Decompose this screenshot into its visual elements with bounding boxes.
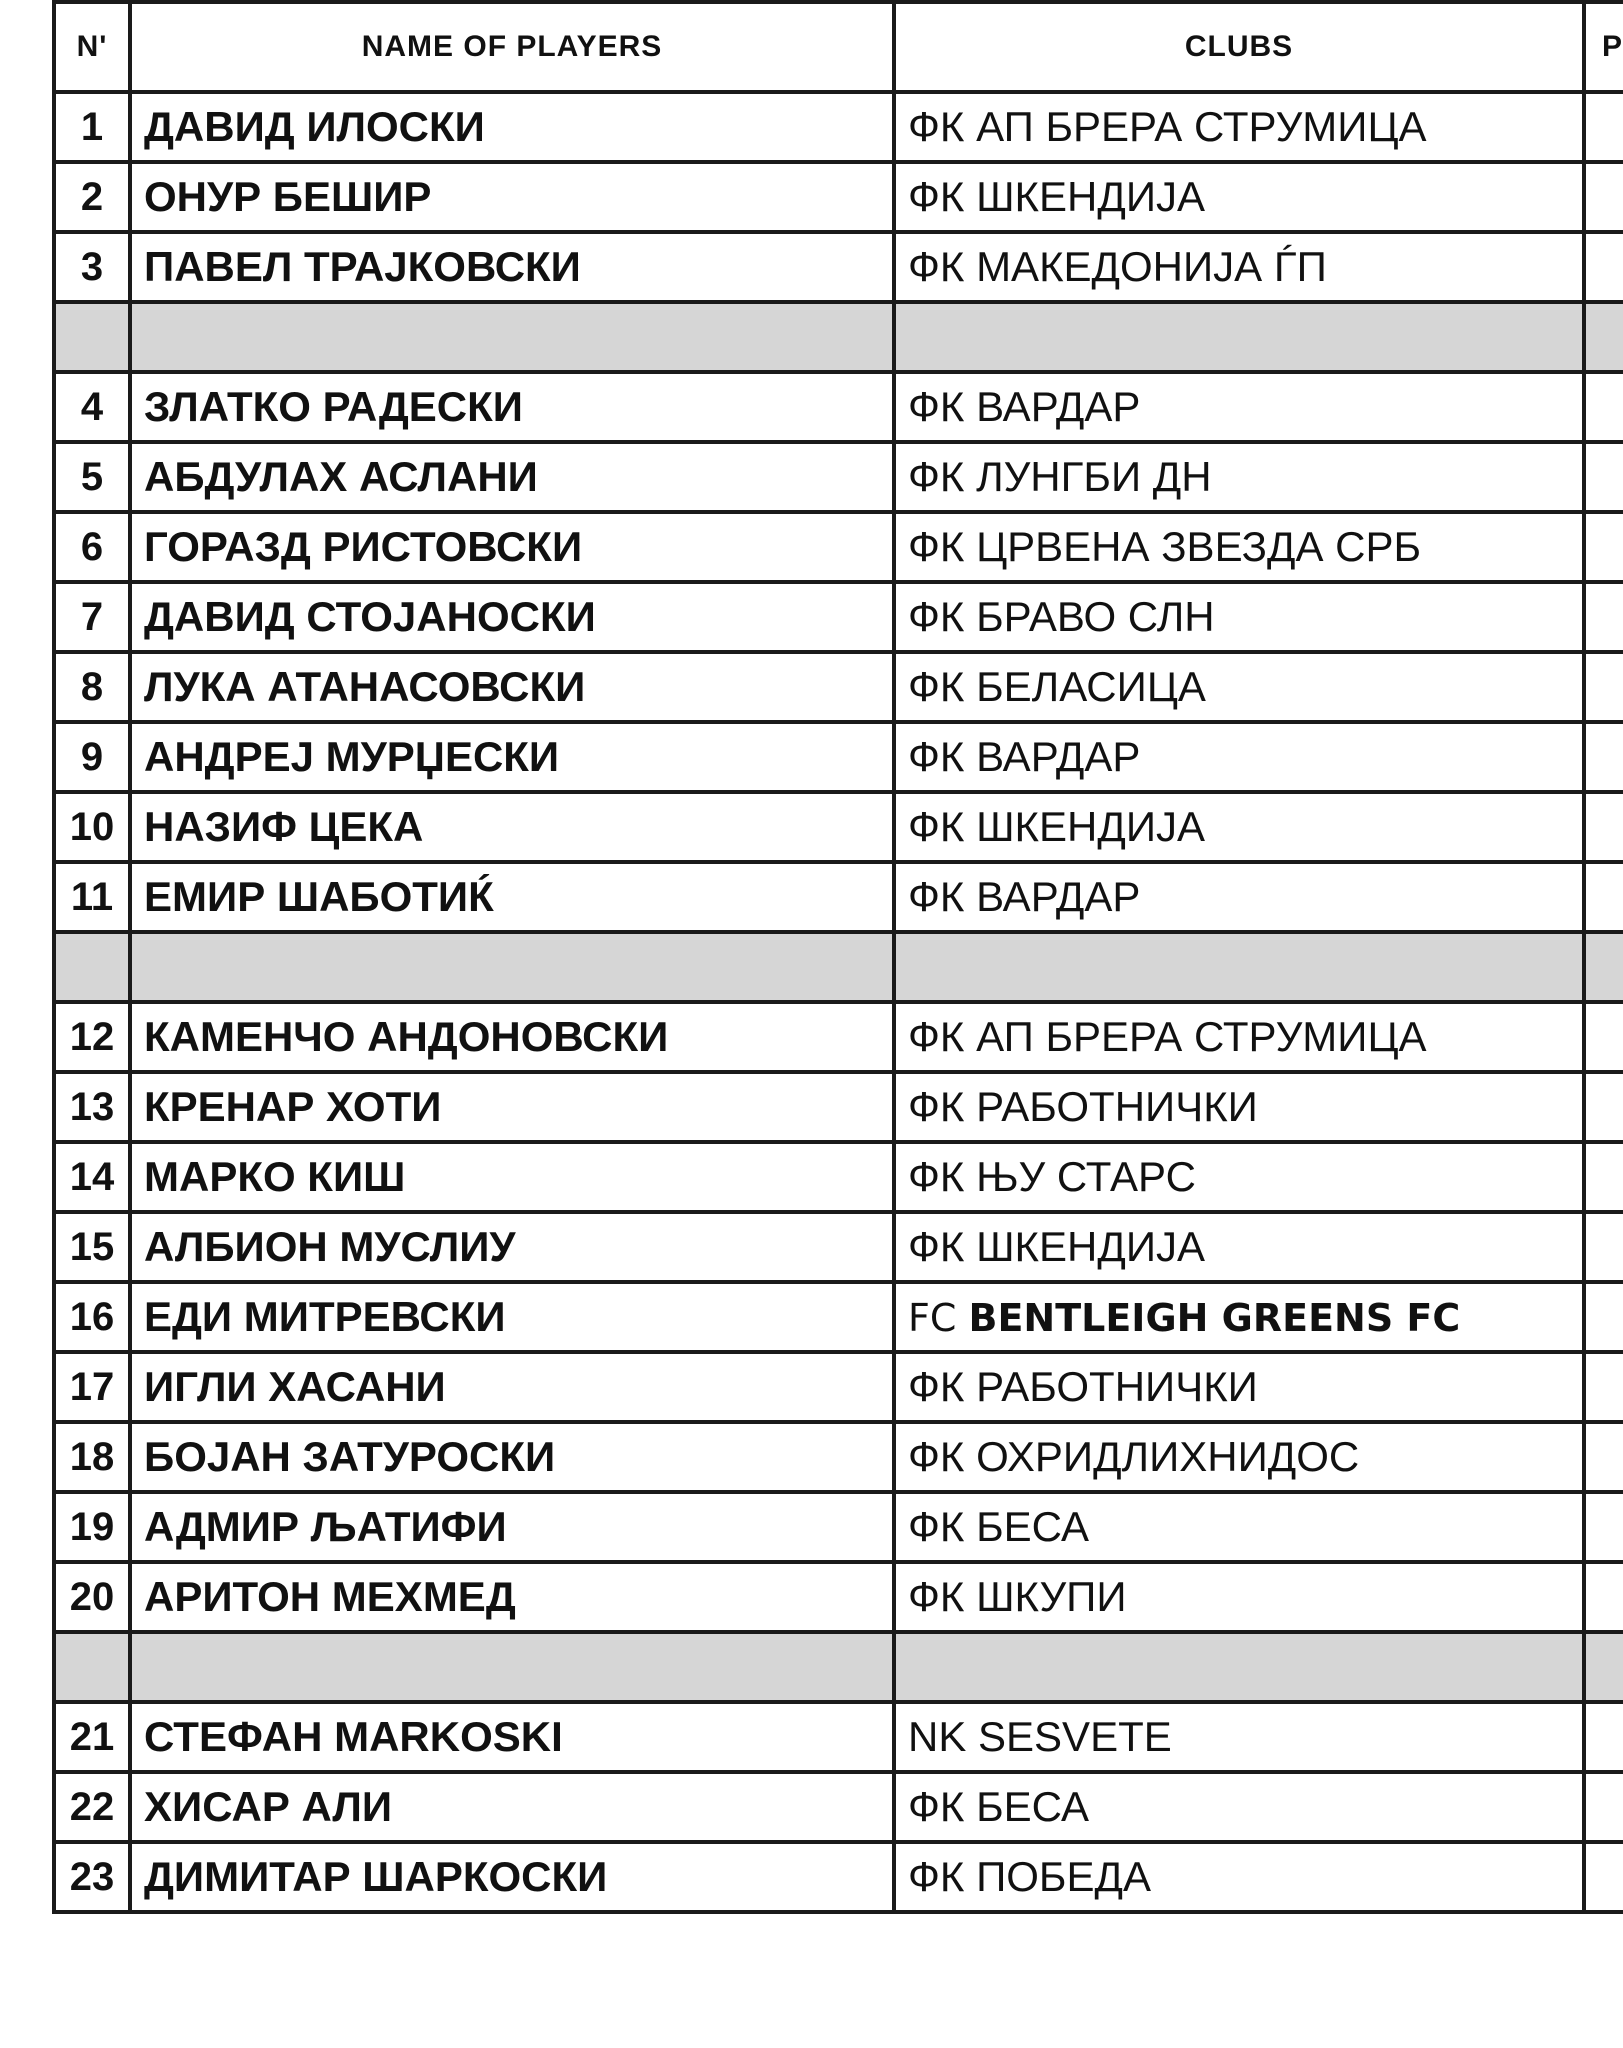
player-position [1584,1702,1623,1772]
table-row [54,1422,1623,1492]
group-separator-row [54,1632,1623,1702]
player-position [1584,1282,1623,1352]
table-row [54,652,1623,722]
player-number: 18 [54,1422,130,1492]
player-name: КРЕНАР ХОТИ [130,1072,894,1142]
club-name-latin [908,1296,1460,1340]
player-club: ФК АП БРЕРА СТРУМИЦА [894,1002,1584,1072]
player-position [1584,652,1623,722]
player-name: ДИМИТАР ШАРКОСКИ [130,1842,894,1912]
player-number: 6 [54,512,130,582]
club-prefix: FC [908,1296,957,1340]
table-row [54,1702,1623,1772]
player-club: ФК ОХРИДЛИХНИДОС [894,1422,1584,1492]
table-row [54,862,1623,932]
table-row [54,722,1623,792]
table-row [54,1212,1623,1282]
separator-cell [894,932,1584,1002]
player-club [894,1282,1584,1352]
player-name: АРИТОН МЕХМЕД [130,1562,894,1632]
table-row [54,1842,1623,1912]
player-position [1584,792,1623,862]
player-club: ФК ЛУНГБИ ДН [894,442,1584,512]
table-row [54,1492,1623,1562]
player-number: 7 [54,582,130,652]
player-club: ФК ВАРДАР [894,862,1584,932]
player-number: 8 [54,652,130,722]
player-name: БОЈАН ЗАТУРОСКИ [130,1422,894,1492]
player-number: 15 [54,1212,130,1282]
separator-cell [1584,932,1623,1002]
player-number: 5 [54,442,130,512]
player-name: ГОРАЗД РИСТОВСКИ [130,512,894,582]
player-position [1584,1842,1623,1912]
player-name: ОНУР БЕШИР [130,162,894,232]
player-club: ФК ШКЕНДИЈА [894,1212,1584,1282]
player-club: ФК ВАРДАР [894,372,1584,442]
player-club: ФК РАБОТНИЧКИ [894,1072,1584,1142]
table-row [54,792,1623,862]
roster-body [54,92,1623,1912]
player-club: ФК ПОБЕДА [894,1842,1584,1912]
player-number: 10 [54,792,130,862]
player-club: ФК БЕСА [894,1772,1584,1842]
separator-cell [54,302,130,372]
header-row [54,2,1623,92]
player-position [1584,1352,1623,1422]
player-number: 4 [54,372,130,442]
player-position [1584,162,1623,232]
table-row [54,1352,1623,1422]
player-club: ФК БРАВО СЛН [894,582,1584,652]
player-number: 22 [54,1772,130,1842]
player-name: ЕДИ МИТРЕВСКИ [130,1282,894,1352]
player-position [1584,442,1623,512]
club-name-bold: BENTLEIGH GREENS FC [968,1296,1461,1340]
player-club: ФК ШКЕНДИЈА [894,792,1584,862]
table-row [54,92,1623,162]
player-position [1584,1142,1623,1212]
player-name: АНДРЕЈ МУРЏЕСКИ [130,722,894,792]
player-position [1584,582,1623,652]
player-position [1584,1562,1623,1632]
player-number: 9 [54,722,130,792]
player-position [1584,1422,1623,1492]
player-name: ПАВЕЛ ТРАЈКОВСКИ [130,232,894,302]
separator-cell [54,1632,130,1702]
player-club: ФК ШКУПИ [894,1562,1584,1632]
player-position [1584,722,1623,792]
player-number: 21 [54,1702,130,1772]
separator-cell [894,302,1584,372]
player-position [1584,862,1623,932]
player-number: 19 [54,1492,130,1562]
table-row [54,1002,1623,1072]
separator-cell [130,302,894,372]
player-number: 11 [54,862,130,932]
player-position [1584,1492,1623,1562]
group-separator-row [54,932,1623,1002]
player-position [1584,1072,1623,1142]
player-position [1584,1772,1623,1842]
player-name: НАЗИФ ЦЕКА [130,792,894,862]
separator-cell [130,1632,894,1702]
table-row [54,1282,1623,1352]
player-club: ФК МАКЕДОНИЈА ЃП [894,232,1584,302]
header-club: CLUBS [894,2,1584,92]
player-position [1584,232,1623,302]
separator-cell [1584,1632,1623,1702]
player-name: ДАВИД ИЛОСКИ [130,92,894,162]
table-row [54,512,1623,582]
separator-cell [54,932,130,1002]
player-club: ФК ЦРВЕНА ЗВЕЗДА СРБ [894,512,1584,582]
group-separator-row [54,302,1623,372]
player-number: 3 [54,232,130,302]
player-number: 1 [54,92,130,162]
player-club: ФК ЊУ СТАРС [894,1142,1584,1212]
player-number: 23 [54,1842,130,1912]
header-player-name: NAME OF PLAYERS [130,2,894,92]
separator-cell [130,932,894,1002]
player-club: ФК БЕЛАСИЦА [894,652,1584,722]
player-name: МАРКО КИШ [130,1142,894,1212]
player-name: ЛУКА АТАНАСОВСКИ [130,652,894,722]
players-roster-table [52,0,1623,1914]
header-position: P [1584,2,1623,92]
table-row [54,232,1623,302]
player-club: NK SESVETE [894,1702,1584,1772]
player-name: АДМИР ЉАТИФИ [130,1492,894,1562]
player-name: ИГЛИ ХАСАНИ [130,1352,894,1422]
player-number: 13 [54,1072,130,1142]
table-row [54,162,1623,232]
player-name: КАМЕНЧО АНДОНОВСКИ [130,1002,894,1072]
player-number: 16 [54,1282,130,1352]
table-row [54,1142,1623,1212]
player-number: 20 [54,1562,130,1632]
player-number: 17 [54,1352,130,1422]
player-number: 2 [54,162,130,232]
player-position [1584,1212,1623,1282]
player-name: ЕМИР ШАБОТИЌ [130,862,894,932]
table-row [54,1072,1623,1142]
player-name: АЛБИОН МУСЛИУ [130,1212,894,1282]
player-name: ХИСАР АЛИ [130,1772,894,1842]
player-position [1584,372,1623,442]
player-number: 14 [54,1142,130,1212]
player-club: ФК РАБОТНИЧКИ [894,1352,1584,1422]
player-number: 12 [54,1002,130,1072]
player-name: ЗЛАТКО РАДЕСКИ [130,372,894,442]
table-row [54,442,1623,512]
player-club: ФК АП БРЕРА СТРУМИЦА [894,92,1584,162]
table-row [54,1772,1623,1842]
player-name: АБДУЛАХ АСЛАНИ [130,442,894,512]
separator-cell [1584,302,1623,372]
player-club: ФК ШКЕНДИЈА [894,162,1584,232]
player-position [1584,1002,1623,1072]
table-row [54,1562,1623,1632]
header-number: N' [54,2,130,92]
player-name: ДАВИД СТОЈАНОСКИ [130,582,894,652]
player-club: ФК БЕСА [894,1492,1584,1562]
table-row [54,372,1623,442]
player-club: ФК ВАРДАР [894,722,1584,792]
player-position [1584,512,1623,582]
table-row [54,582,1623,652]
separator-cell [894,1632,1584,1702]
player-position [1584,92,1623,162]
player-name: СТЕФАН MARKOSKI [130,1702,894,1772]
